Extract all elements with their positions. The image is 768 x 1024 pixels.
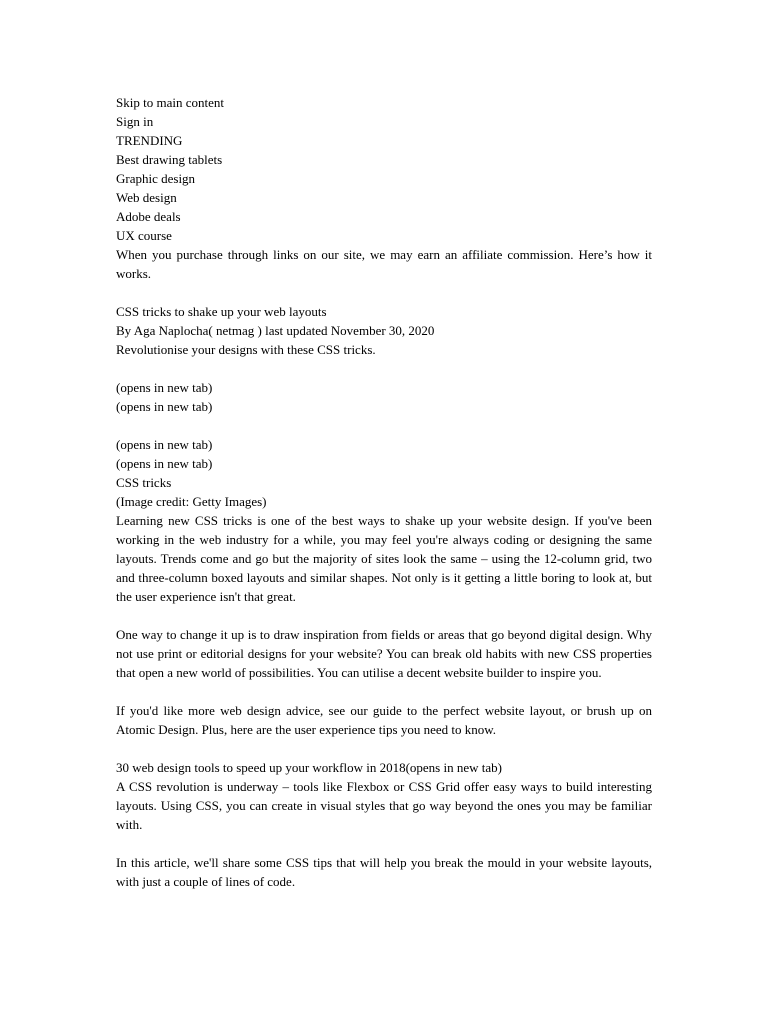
- article-byline: By Aga Naplocha( netmag ) last updated November 30, 2020: [116, 323, 435, 338]
- article-standfirst: Revolutionise your designs with these CSS tricks.: [116, 342, 376, 357]
- share-link-4[interactable]: (opens in new tab): [116, 456, 213, 471]
- trending-label: TRENDING: [116, 133, 183, 148]
- article-paragraph-3: If you'd like more web design advice, see our guide to the perfect website layout, or brush up on Atomic Design. Plus, here are the user experience tips you need to know.: [116, 703, 652, 737]
- affiliate-notice: When you purchase through links on our site, we may earn an affiliate commission. Here’s how it works.: [116, 247, 652, 281]
- article-paragraph-4: A CSS revolution is underway – tools like Flexbox or CSS Grid offer easy ways to build interesting layouts. Using CSS, you can create in visual styles that go way beyond the ones you may be familiar with.: [116, 779, 652, 832]
- article-paragraph-2: One way to change it up is to draw inspiration from fields or areas that go beyond digital design. Why not use print or editorial designs for your website? You can break old habits with new CSS properties that open a new world of possibilities. You can utilise a decent website builder to inspire you.: [116, 627, 652, 680]
- spacer: [116, 283, 652, 302]
- sign-in-link[interactable]: Sign in: [116, 114, 154, 129]
- page-content: [116, 93, 652, 891]
- trending-item-graphic-design[interactable]: Graphic design: [116, 171, 196, 186]
- trending-item-adobe-deals[interactable]: Adobe deals: [116, 209, 181, 224]
- share-link-3[interactable]: (opens in new tab): [116, 437, 213, 452]
- article-paragraph-5: In this article, we'll share some CSS tips that will help you break the mould in your website layouts, with just a couple of lines of code.: [116, 855, 652, 889]
- spacer: [116, 739, 652, 758]
- image-credit: (Image credit: Getty Images): [116, 494, 267, 509]
- skip-to-content-link[interactable]: Skip to main content: [116, 95, 224, 110]
- article-paragraph-1: Learning new CSS tricks is one of the best ways to shake up your website design. If you've been working in the web industry for a while, you may feel you're always coding or designing the same layouts. Trends come and go but the majority of sites look the same – using the 12-column grid, two and three-column boxed layouts and similar shapes. Not only is it getting a little boring to look at, but the user experience isn't that great.: [116, 513, 652, 604]
- related-article-link[interactable]: 30 web design tools to speed up your workflow in 2018(opens in new tab): [116, 760, 502, 775]
- trending-item-web-design[interactable]: Web design: [116, 190, 177, 205]
- article-title: CSS tricks to shake up your web layouts: [116, 304, 327, 319]
- trending-item-drawing-tablets[interactable]: Best drawing tablets: [116, 152, 223, 167]
- spacer: [116, 682, 652, 701]
- spacer: [116, 359, 652, 378]
- trending-item-ux-course[interactable]: UX course: [116, 228, 172, 243]
- article-image-alt: CSS tricks: [116, 475, 172, 490]
- spacer: [116, 834, 652, 853]
- share-link-2[interactable]: (opens in new tab): [116, 399, 213, 414]
- spacer: [116, 416, 652, 435]
- spacer: [116, 606, 652, 625]
- share-link-1[interactable]: (opens in new tab): [116, 380, 213, 395]
